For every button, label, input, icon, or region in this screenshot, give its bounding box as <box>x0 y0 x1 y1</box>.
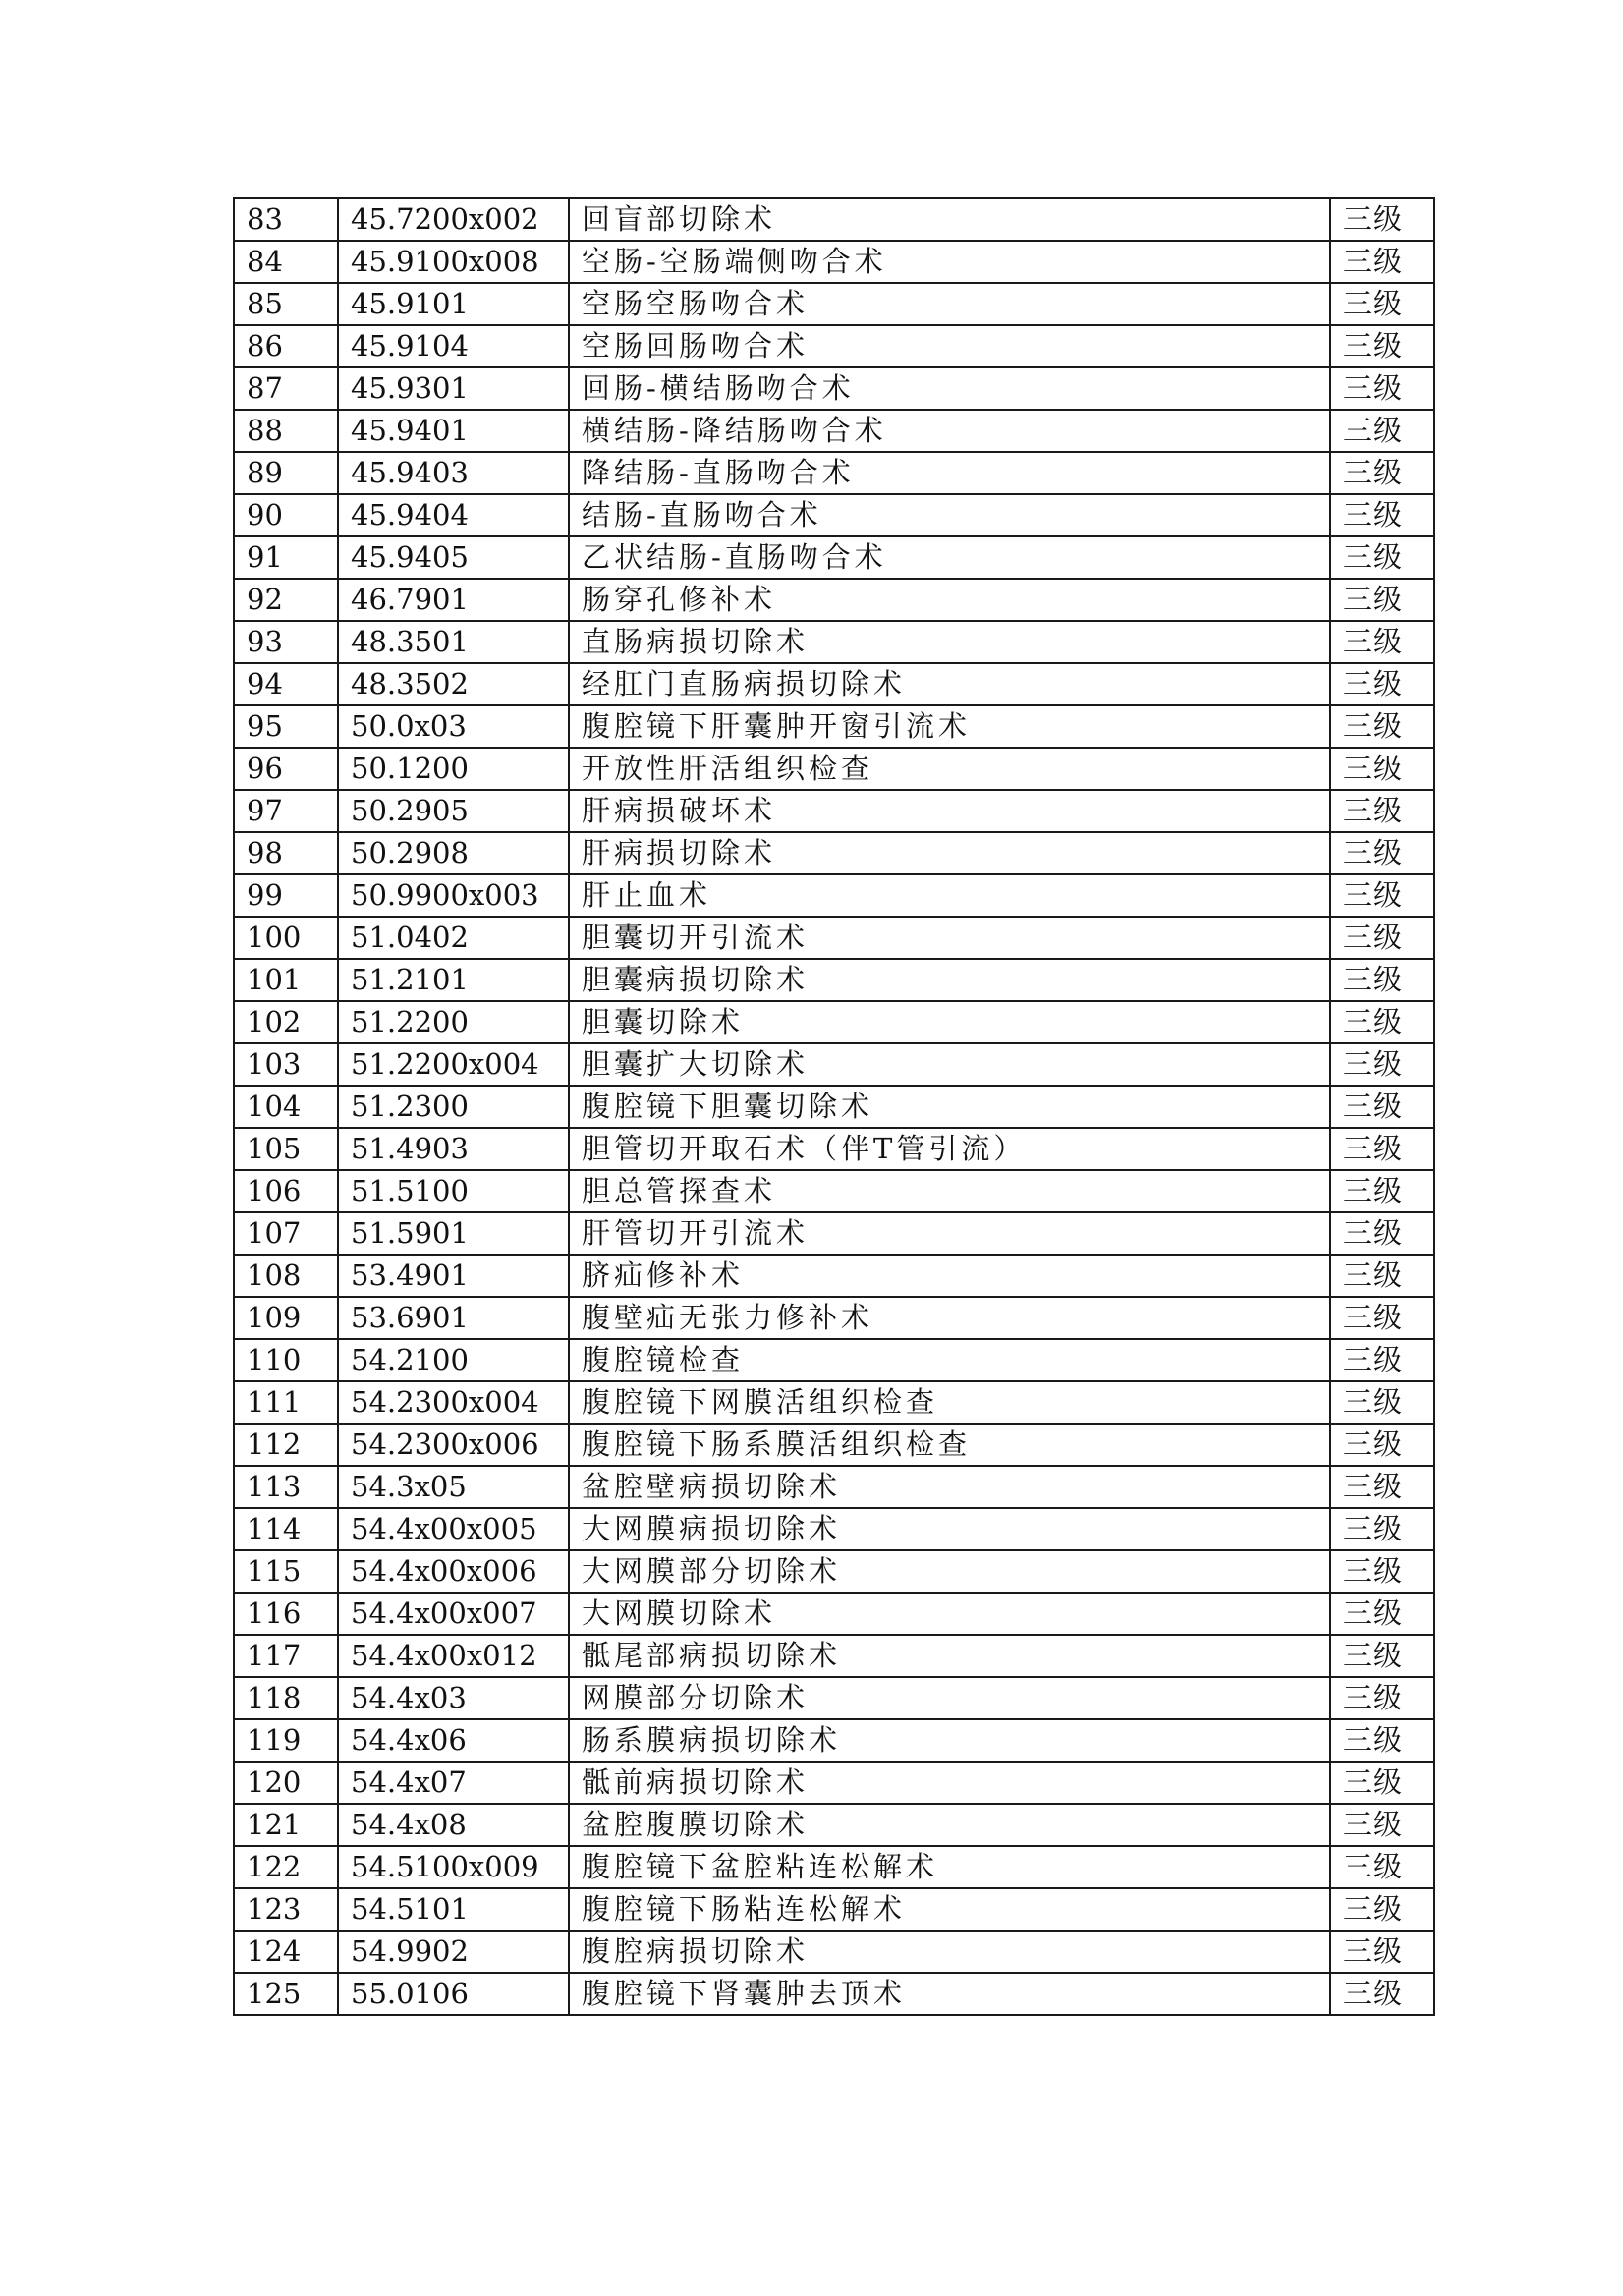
row-number-cell: 85 <box>234 283 338 325</box>
procedure-name-cell: 胆囊病损切除术 <box>569 959 1330 1001</box>
procedure-name-cell: 腹腔病损切除术 <box>569 1931 1330 1973</box>
surgery-level-cell: 三级 <box>1330 917 1434 959</box>
procedure-name-cell: 胆囊扩大切除术 <box>569 1043 1330 1086</box>
row-number-cell: 92 <box>234 579 338 621</box>
procedure-name-cell: 大网膜切除术 <box>569 1593 1330 1635</box>
table-row <box>234 1212 1434 1255</box>
procedure-name-cell: 腹腔镜下肠粘连松解术 <box>569 1888 1330 1931</box>
row-number-cell: 111 <box>234 1381 338 1424</box>
row-number-cell: 83 <box>234 198 338 241</box>
procedure-code-cell: 45.9401 <box>338 410 569 452</box>
surgery-level-cell: 三级 <box>1330 283 1434 325</box>
procedure-name-cell: 盆腔壁病损切除术 <box>569 1466 1330 1508</box>
table-row <box>234 1550 1434 1593</box>
procedure-code-cell: 51.2200 <box>338 1001 569 1043</box>
table-row <box>234 241 1434 283</box>
row-number-cell: 88 <box>234 410 338 452</box>
table-row <box>234 1804 1434 1846</box>
surgery-level-cell: 三级 <box>1330 1255 1434 1297</box>
row-number-cell: 124 <box>234 1931 338 1973</box>
procedure-code-cell: 54.9902 <box>338 1931 569 1973</box>
row-number-cell: 116 <box>234 1593 338 1635</box>
surgery-level-cell: 三级 <box>1330 1677 1434 1719</box>
row-number-cell: 115 <box>234 1550 338 1593</box>
surgery-level-cell: 三级 <box>1330 790 1434 832</box>
row-number-cell: 110 <box>234 1339 338 1381</box>
table-row <box>234 1043 1434 1086</box>
table-row <box>234 1086 1434 1128</box>
procedure-code-cell: 50.2905 <box>338 790 569 832</box>
procedure-name-cell: 腹腔镜检查 <box>569 1339 1330 1381</box>
row-number-cell: 104 <box>234 1086 338 1128</box>
table-row <box>234 1593 1434 1635</box>
table-row <box>234 1931 1434 1973</box>
surgery-level-cell: 三级 <box>1330 663 1434 705</box>
row-number-cell: 101 <box>234 959 338 1001</box>
table-row <box>234 325 1434 367</box>
surgery-level-cell: 三级 <box>1330 367 1434 410</box>
table-row <box>234 1339 1434 1381</box>
table-row <box>234 410 1434 452</box>
row-number-cell: 114 <box>234 1508 338 1550</box>
procedure-code-cell: 51.2300 <box>338 1086 569 1128</box>
table-row <box>234 663 1434 705</box>
row-number-cell: 121 <box>234 1804 338 1846</box>
row-number-cell: 103 <box>234 1043 338 1086</box>
row-number-cell: 96 <box>234 748 338 790</box>
row-number-cell: 105 <box>234 1128 338 1170</box>
surgery-level-cell: 三级 <box>1330 1973 1434 2015</box>
procedure-code-cell: 53.4901 <box>338 1255 569 1297</box>
procedure-code-cell: 48.3501 <box>338 621 569 663</box>
procedure-code-cell: 51.4903 <box>338 1128 569 1170</box>
surgery-level-cell: 三级 <box>1330 198 1434 241</box>
surgery-level-cell: 三级 <box>1330 1001 1434 1043</box>
procedure-name-cell: 腹腔镜下肾囊肿去顶术 <box>569 1973 1330 2015</box>
procedure-name-cell: 腹腔镜下网膜活组织检查 <box>569 1381 1330 1424</box>
row-number-cell: 93 <box>234 621 338 663</box>
row-number-cell: 125 <box>234 1973 338 2015</box>
surgery-level-cell: 三级 <box>1330 1846 1434 1888</box>
procedure-code-cell: 51.5901 <box>338 1212 569 1255</box>
procedure-name-cell: 回盲部切除术 <box>569 198 1330 241</box>
procedure-code-cell: 54.4x06 <box>338 1719 569 1762</box>
procedure-code-cell: 45.9403 <box>338 452 569 494</box>
table-row <box>234 874 1434 917</box>
procedure-name-cell: 网膜部分切除术 <box>569 1677 1330 1719</box>
row-number-cell: 90 <box>234 494 338 536</box>
procedure-name-cell: 大网膜部分切除术 <box>569 1550 1330 1593</box>
row-number-cell: 119 <box>234 1719 338 1762</box>
procedure-name-cell: 回肠-横结肠吻合术 <box>569 367 1330 410</box>
row-number-cell: 89 <box>234 452 338 494</box>
surgery-level-cell: 三级 <box>1330 1339 1434 1381</box>
table-row <box>234 1508 1434 1550</box>
surgery-level-cell: 三级 <box>1330 1466 1434 1508</box>
table-row <box>234 1677 1434 1719</box>
procedure-code-cell: 50.2908 <box>338 832 569 874</box>
table-row <box>234 1762 1434 1804</box>
procedure-name-cell: 肝病损破坏术 <box>569 790 1330 832</box>
table-row <box>234 1973 1434 2015</box>
surgery-level-cell: 三级 <box>1330 1593 1434 1635</box>
row-number-cell: 106 <box>234 1170 338 1212</box>
surgery-level-cell: 三级 <box>1330 621 1434 663</box>
procedure-code-cell: 51.2101 <box>338 959 569 1001</box>
row-number-cell: 102 <box>234 1001 338 1043</box>
table-row <box>234 1846 1434 1888</box>
row-number-cell: 94 <box>234 663 338 705</box>
procedure-name-cell: 胆囊切除术 <box>569 1001 1330 1043</box>
procedure-code-cell: 50.9900x003 <box>338 874 569 917</box>
row-number-cell: 117 <box>234 1635 338 1677</box>
procedure-code-cell: 51.5100 <box>338 1170 569 1212</box>
procedure-name-cell: 开放性肝活组织检查 <box>569 748 1330 790</box>
surgery-level-cell: 三级 <box>1330 1381 1434 1424</box>
surgery-level-cell: 三级 <box>1330 1128 1434 1170</box>
procedure-name-cell: 腹壁疝无张力修补术 <box>569 1297 1330 1339</box>
procedure-name-cell: 胆管切开取石术（伴T管引流） <box>569 1128 1330 1170</box>
procedure-code-cell: 45.7200x002 <box>338 198 569 241</box>
procedure-table <box>233 197 1435 2016</box>
table-row <box>234 705 1434 748</box>
procedure-code-cell: 54.4x00x005 <box>338 1508 569 1550</box>
surgery-level-cell: 三级 <box>1330 325 1434 367</box>
procedure-code-cell: 45.9301 <box>338 367 569 410</box>
table-row <box>234 832 1434 874</box>
row-number-cell: 91 <box>234 536 338 579</box>
row-number-cell: 87 <box>234 367 338 410</box>
row-number-cell: 108 <box>234 1255 338 1297</box>
table-row <box>234 790 1434 832</box>
procedure-name-cell: 空肠回肠吻合术 <box>569 325 1330 367</box>
table-row <box>234 1424 1434 1466</box>
procedure-name-cell: 肝病损切除术 <box>569 832 1330 874</box>
procedure-name-cell: 腹腔镜下盆腔粘连松解术 <box>569 1846 1330 1888</box>
procedure-code-cell: 54.2300x006 <box>338 1424 569 1466</box>
procedure-code-cell: 55.0106 <box>338 1973 569 2015</box>
surgery-level-cell: 三级 <box>1330 1550 1434 1593</box>
procedure-code-cell: 54.4x00x006 <box>338 1550 569 1593</box>
surgery-level-cell: 三级 <box>1330 410 1434 452</box>
row-number-cell: 113 <box>234 1466 338 1508</box>
row-number-cell: 107 <box>234 1212 338 1255</box>
procedure-code-cell: 50.1200 <box>338 748 569 790</box>
procedure-code-cell: 54.2300x004 <box>338 1381 569 1424</box>
procedure-code-cell: 54.5100x009 <box>338 1846 569 1888</box>
procedure-name-cell: 骶前病损切除术 <box>569 1762 1330 1804</box>
procedure-name-cell: 腹腔镜下胆囊切除术 <box>569 1086 1330 1128</box>
surgery-level-cell: 三级 <box>1330 748 1434 790</box>
surgery-level-cell: 三级 <box>1330 1931 1434 1973</box>
row-number-cell: 95 <box>234 705 338 748</box>
procedure-code-cell: 54.4x00x007 <box>338 1593 569 1635</box>
procedure-name-cell: 经肛门直肠病损切除术 <box>569 663 1330 705</box>
surgery-level-cell: 三级 <box>1330 1762 1434 1804</box>
procedure-name-cell: 横结肠-降结肠吻合术 <box>569 410 1330 452</box>
table-row <box>234 452 1434 494</box>
row-number-cell: 98 <box>234 832 338 874</box>
table-row <box>234 959 1434 1001</box>
surgery-level-cell: 三级 <box>1330 579 1434 621</box>
surgery-level-cell: 三级 <box>1330 1635 1434 1677</box>
surgery-level-cell: 三级 <box>1330 536 1434 579</box>
procedure-name-cell: 肝管切开引流术 <box>569 1212 1330 1255</box>
procedure-name-cell: 盆腔腹膜切除术 <box>569 1804 1330 1846</box>
table-row <box>234 1888 1434 1931</box>
surgery-level-cell: 三级 <box>1330 874 1434 917</box>
procedure-code-cell: 54.4x07 <box>338 1762 569 1804</box>
surgery-level-cell: 三级 <box>1330 1297 1434 1339</box>
row-number-cell: 122 <box>234 1846 338 1888</box>
table-row <box>234 917 1434 959</box>
surgery-level-cell: 三级 <box>1330 832 1434 874</box>
table-row <box>234 494 1434 536</box>
procedure-name-cell: 空肠空肠吻合术 <box>569 283 1330 325</box>
procedure-code-cell: 51.0402 <box>338 917 569 959</box>
row-number-cell: 123 <box>234 1888 338 1931</box>
procedure-name-cell: 空肠-空肠端侧吻合术 <box>569 241 1330 283</box>
row-number-cell: 86 <box>234 325 338 367</box>
table-row <box>234 1719 1434 1762</box>
surgery-level-cell: 三级 <box>1330 241 1434 283</box>
procedure-name-cell: 胆总管探查术 <box>569 1170 1330 1212</box>
procedure-code-cell: 45.9104 <box>338 325 569 367</box>
procedure-name-cell: 脐疝修补术 <box>569 1255 1330 1297</box>
procedure-code-cell: 45.9405 <box>338 536 569 579</box>
procedure-code-cell: 54.3x05 <box>338 1466 569 1508</box>
surgery-level-cell: 三级 <box>1330 705 1434 748</box>
table-row <box>234 1297 1434 1339</box>
surgery-level-cell: 三级 <box>1330 1804 1434 1846</box>
surgery-level-cell: 三级 <box>1330 1212 1434 1255</box>
surgery-level-cell: 三级 <box>1330 1424 1434 1466</box>
row-number-cell: 100 <box>234 917 338 959</box>
procedure-name-cell: 腹腔镜下肠系膜活组织检查 <box>569 1424 1330 1466</box>
procedure-name-cell: 结肠-直肠吻合术 <box>569 494 1330 536</box>
procedure-code-cell: 51.2200x004 <box>338 1043 569 1086</box>
procedure-code-cell: 54.4x00x012 <box>338 1635 569 1677</box>
table-row <box>234 198 1434 241</box>
row-number-cell: 99 <box>234 874 338 917</box>
row-number-cell: 118 <box>234 1677 338 1719</box>
procedure-code-cell: 50.0x03 <box>338 705 569 748</box>
procedure-code-cell: 45.9404 <box>338 494 569 536</box>
row-number-cell: 84 <box>234 241 338 283</box>
surgery-level-cell: 三级 <box>1330 1508 1434 1550</box>
surgery-level-cell: 三级 <box>1330 1888 1434 1931</box>
procedure-code-cell: 45.9101 <box>338 283 569 325</box>
table-row <box>234 536 1434 579</box>
procedure-name-cell: 肠穿孔修补术 <box>569 579 1330 621</box>
surgery-level-cell: 三级 <box>1330 1086 1434 1128</box>
table-row <box>234 621 1434 663</box>
table-row <box>234 1466 1434 1508</box>
table-row <box>234 579 1434 621</box>
procedure-code-cell: 54.2100 <box>338 1339 569 1381</box>
procedure-name-cell: 腹腔镜下肝囊肿开窗引流术 <box>569 705 1330 748</box>
procedure-code-cell: 48.3502 <box>338 663 569 705</box>
surgery-level-cell: 三级 <box>1330 1719 1434 1762</box>
procedure-name-cell: 肝止血术 <box>569 874 1330 917</box>
table-row <box>234 1128 1434 1170</box>
table-row <box>234 1255 1434 1297</box>
row-number-cell: 97 <box>234 790 338 832</box>
procedure-name-cell: 降结肠-直肠吻合术 <box>569 452 1330 494</box>
procedure-name-cell: 骶尾部病损切除术 <box>569 1635 1330 1677</box>
row-number-cell: 112 <box>234 1424 338 1466</box>
surgery-level-cell: 三级 <box>1330 1043 1434 1086</box>
procedure-name-cell: 肠系膜病损切除术 <box>569 1719 1330 1762</box>
table-row <box>234 748 1434 790</box>
procedure-table-body <box>234 198 1434 2015</box>
table-row <box>234 1170 1434 1212</box>
table-row <box>234 367 1434 410</box>
surgery-level-cell: 三级 <box>1330 452 1434 494</box>
surgery-level-cell: 三级 <box>1330 494 1434 536</box>
table-row <box>234 283 1434 325</box>
procedure-name-cell: 乙状结肠-直肠吻合术 <box>569 536 1330 579</box>
procedure-code-cell: 45.9100x008 <box>338 241 569 283</box>
procedure-code-cell: 46.7901 <box>338 579 569 621</box>
table-row <box>234 1381 1434 1424</box>
procedure-name-cell: 直肠病损切除术 <box>569 621 1330 663</box>
surgery-level-cell: 三级 <box>1330 1170 1434 1212</box>
row-number-cell: 109 <box>234 1297 338 1339</box>
surgery-level-cell: 三级 <box>1330 959 1434 1001</box>
procedure-code-cell: 54.4x03 <box>338 1677 569 1719</box>
procedure-code-cell: 54.4x08 <box>338 1804 569 1846</box>
procedure-code-cell: 54.5101 <box>338 1888 569 1931</box>
row-number-cell: 120 <box>234 1762 338 1804</box>
procedure-code-cell: 53.6901 <box>338 1297 569 1339</box>
procedure-name-cell: 大网膜病损切除术 <box>569 1508 1330 1550</box>
table-row <box>234 1001 1434 1043</box>
table-row <box>234 1635 1434 1677</box>
procedure-name-cell: 胆囊切开引流术 <box>569 917 1330 959</box>
